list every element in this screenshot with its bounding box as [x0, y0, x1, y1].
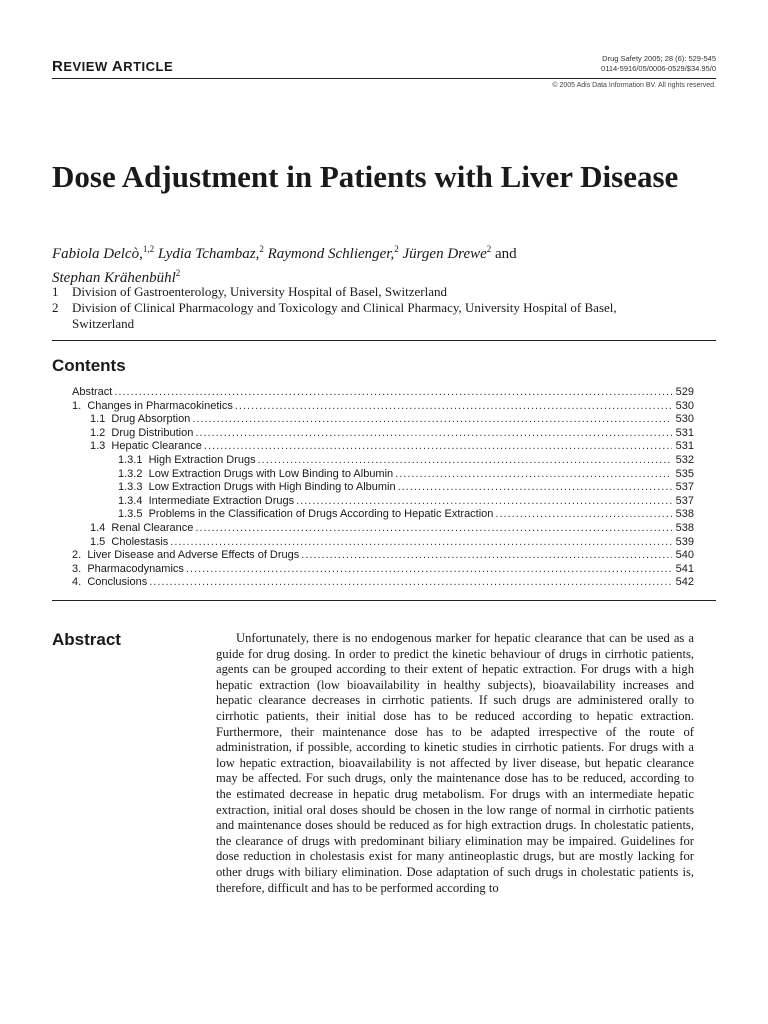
toc-entry-page: 530 [675, 413, 694, 426]
toc-entry-title: Intermediate Extraction Drugs [148, 494, 295, 507]
toc-entry-number: 1.3 [90, 440, 106, 453]
toc-entry-title: High Extraction Drugs [148, 453, 256, 466]
toc-entry-page: 542 [675, 576, 694, 589]
toc-entry-label [90, 427, 193, 441]
toc-entry[interactable] [72, 468, 694, 482]
toc-entry-label [118, 468, 393, 482]
toc-entry-page: 541 [675, 562, 694, 575]
toc-entry-label [118, 495, 294, 509]
toc-leader-dots [192, 413, 672, 427]
toc-entry-title: Low Extraction Drugs with Low Binding to Albumin [148, 467, 394, 480]
affiliation-list [52, 284, 652, 332]
toc-entry[interactable] [72, 427, 694, 441]
journal-citation [601, 54, 716, 74]
author-list [52, 240, 692, 288]
toc-entry-title: Cholestasis [111, 535, 169, 548]
toc-leader-dots [258, 454, 672, 468]
issn-line: 0114-5916/05/0006-0529/$34.95/0 [601, 64, 716, 73]
abstract-rule [52, 600, 716, 601]
toc-entry[interactable] [72, 536, 694, 550]
author-name: Fabiola Delcò, [52, 246, 143, 262]
toc-entry-label [118, 454, 256, 468]
author-name: Lydia Tchambaz, [154, 246, 260, 262]
toc-entry-title: Changes in Pharmacokinetics [87, 399, 233, 412]
toc-entry[interactable] [72, 563, 694, 577]
toc-entry[interactable] [72, 400, 694, 414]
toc-entry-title: Pharmacodynamics [87, 562, 184, 575]
toc-entry-title: Conclusions [87, 576, 148, 589]
author-affiliation-mark: 2 [175, 268, 181, 278]
toc-entry-number: 1.4 [90, 521, 106, 534]
header-rule [52, 78, 716, 79]
toc-entry-page: 540 [675, 549, 694, 562]
abstract-heading: Abstract [52, 630, 121, 649]
affiliation-text: Division of Clinical Pharmacology and Toxicology and Clinical Pharmacy, University Hospital of Basel, Switzerland [72, 300, 617, 331]
toc-entry[interactable] [72, 481, 694, 495]
toc-entry[interactable] [72, 454, 694, 468]
copyright-notice: © 2005 Adis Data Information BV. All rights reserved. [552, 82, 716, 89]
toc-leader-dots [195, 427, 672, 441]
toc-entry-page: 539 [675, 535, 694, 548]
toc-entry-page: 532 [675, 453, 694, 466]
abstract-body: Unfortunately, there is no endogenous marker for hepatic clearance that can be used as a guide for drug dosing. In order to predict the kinetic behaviour of drugs in cirrhotic patients, agents can be grouped according to their extent of hepatic extraction. For drugs with a high hepatic extraction (low bioavailability in healthy subjects), bioavailability increases and hepatic clearance decreases in cirrhotic patients. If such drugs are administered orally to cirrhotic patients, their initial dose has to be reduced according to hepatic extraction. Furthermore, their maintenance dose has to be adapted irrespective of the route of administration, if possible, according to kinetic studies in cirrhotic patients. For drugs with a low hepatic extraction, bioavailability is not affected by liver disease, but hepatic clearance may be affected. For such drugs, only the maintenance dose has to be reduced, according to the estimated decrease in hepatic drug metabolism. For drugs with an intermediate hepatic extraction, initial oral doses should be chosen in the low range of normal in cirrhotic patients and maintenance doses should be reduced as for high extraction drugs. In cholestatic patients, the clearance of drugs with predominant biliary elimination may be impaired. Guidelines for dose reduction in cholestasis exist for many antineoplastic drugs, but are mostly lacking for other drugs with biliary elimination. Dose adaptation of such drugs in cholestatic patients is, therefore, difficult and has to be performed according to [216, 631, 694, 895]
toc-entry-number: 1.5 [90, 535, 106, 548]
toc-entry-number: 1. [72, 399, 82, 412]
toc-entry-number: 1.3.5 [118, 508, 143, 521]
toc-entry-label [72, 386, 112, 400]
toc-leader-dots [398, 481, 672, 495]
author-name: Jürgen Drewe [398, 246, 487, 262]
toc-entry[interactable] [72, 495, 694, 509]
toc-entry[interactable] [72, 440, 694, 454]
toc-entry-label [90, 440, 202, 454]
toc-leader-dots [204, 440, 672, 454]
toc-entry-title: Abstract [72, 386, 113, 398]
author-name: Raymond Schlienger, [263, 246, 395, 262]
toc-entry-label [72, 576, 147, 590]
toc-entry-page: 538 [675, 521, 694, 534]
toc-entry-label [72, 549, 299, 563]
toc-entry-label [72, 400, 233, 414]
affiliation-text: Division of Gastroenterology, University Hospital of Basel, Switzerland [72, 284, 448, 299]
toc-entry-number: 1.3.4 [118, 494, 143, 507]
affiliation-number: 1 [52, 284, 59, 299]
toc-entry-label [118, 508, 493, 522]
toc-entry-number: 1.2 [90, 426, 106, 439]
toc-entry-number: 1.1 [90, 413, 106, 426]
toc-entry-label [90, 413, 190, 427]
toc-entry[interactable] [72, 549, 694, 563]
table-of-contents [72, 386, 694, 590]
author-conjunction: and [491, 246, 517, 262]
affiliation-item [52, 284, 652, 300]
toc-entry-number: 1.3.3 [118, 481, 143, 494]
toc-leader-dots [296, 495, 672, 509]
toc-entry[interactable] [72, 522, 694, 536]
author-affiliation-mark: 2 [486, 244, 492, 254]
toc-entry-label [90, 536, 168, 550]
toc-entry-page: 531 [675, 426, 694, 439]
toc-leader-dots [149, 576, 672, 590]
toc-entry-title: Drug Distribution [111, 426, 194, 439]
toc-leader-dots [186, 563, 672, 577]
contents-rule [52, 340, 716, 341]
section-label: REVIEW ARTICLE [52, 58, 174, 75]
affiliation-number: 2 [52, 300, 59, 315]
toc-leader-dots [301, 549, 672, 563]
toc-leader-dots [195, 522, 672, 536]
toc-leader-dots [395, 468, 672, 482]
toc-leader-dots [235, 400, 672, 414]
toc-entry-title: Hepatic Clearance [111, 440, 202, 453]
toc-entry-page: 535 [675, 467, 694, 480]
toc-entry-label [72, 563, 184, 577]
toc-entry[interactable] [72, 508, 694, 522]
toc-entry-number: 4. [72, 576, 82, 589]
article-title: Dose Adjustment in Patients with Liver Disease [52, 159, 679, 194]
toc-entry-label [118, 481, 396, 495]
toc-entry-page: 529 [675, 386, 694, 398]
toc-leader-dots [114, 386, 672, 400]
toc-entry-title: Problems in the Classification of Drugs According to Hepatic Extraction [148, 508, 494, 521]
toc-entry-title: Low Extraction Drugs with High Binding to Albumin [148, 481, 396, 494]
author-affiliation-mark: 2 [394, 244, 399, 254]
toc-entry-number: 2. [72, 549, 82, 562]
toc-entry-title: Renal Clearance [111, 521, 194, 534]
toc-entry[interactable] [72, 576, 694, 590]
toc-entry-number: 1.3.1 [118, 453, 143, 466]
toc-leader-dots [495, 508, 672, 522]
contents-heading: Contents [52, 356, 126, 375]
toc-entry-number: 3. [72, 562, 82, 575]
toc-entry-page: 538 [675, 508, 694, 521]
citation-line: Drug Safety 2005; 28 (6): 529-545 [602, 54, 716, 63]
author-affiliation-mark: 1,2 [142, 244, 155, 254]
toc-leader-dots [170, 536, 672, 550]
toc-entry[interactable] [72, 386, 694, 400]
affiliation-item [52, 300, 652, 332]
toc-entry-number: 1.3.2 [118, 467, 143, 480]
toc-entry[interactable] [72, 413, 694, 427]
author-name: Stephan Krähenbühl [52, 270, 176, 286]
toc-entry-page: 537 [675, 494, 694, 507]
toc-entry-page: 537 [675, 481, 694, 494]
toc-entry-page: 531 [675, 440, 694, 453]
toc-entry-title: Liver Disease and Adverse Effects of Drugs [87, 549, 300, 562]
toc-entry-label [90, 522, 193, 536]
toc-entry-title: Drug Absorption [111, 413, 191, 426]
toc-entry-page: 530 [675, 399, 694, 412]
author-affiliation-mark: 2 [259, 244, 264, 254]
